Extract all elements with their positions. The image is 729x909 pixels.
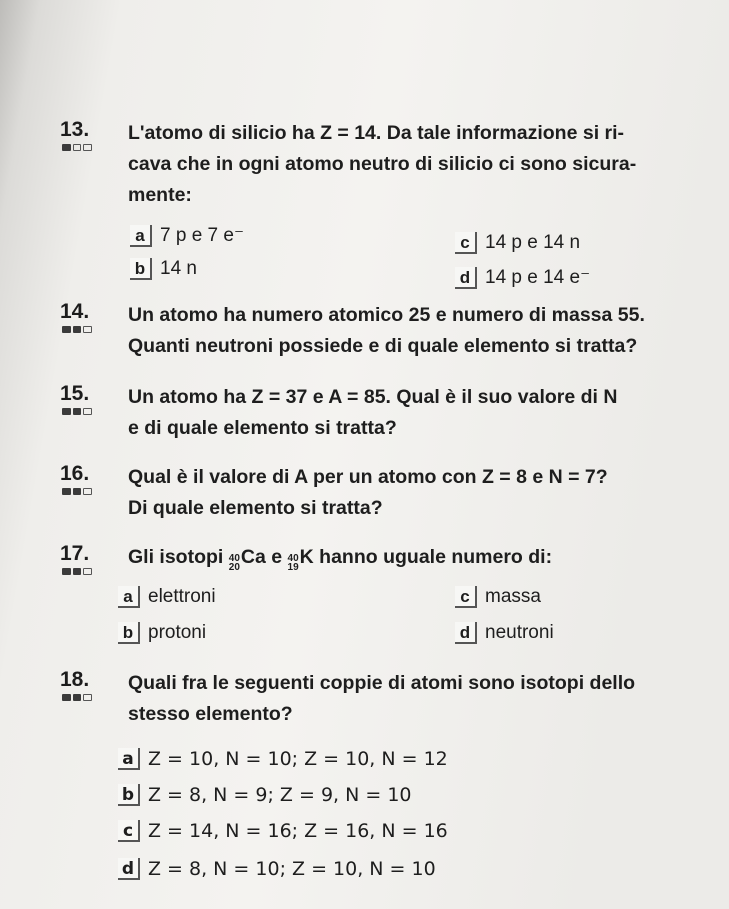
option-d[interactable]: d Z = 8, N = 10; Z = 10, N = 10 — [118, 858, 436, 880]
question-number: 14. — [60, 300, 90, 323]
option-a[interactable]: a Z = 10, N = 10; Z = 10, N = 12 — [118, 748, 448, 770]
option-a[interactable]: a 7 p e 7 e⁻ — [130, 224, 244, 247]
isotope-potassium: 40 19 K — [287, 546, 314, 573]
difficulty-marker — [62, 568, 92, 575]
question-number: 13. — [60, 118, 90, 141]
option-b[interactable]: b Z = 8, N = 9; Z = 9, N = 10 — [118, 784, 412, 806]
option-d[interactable]: d neutroni — [455, 622, 554, 644]
question-text: Un atomo ha Z = 37 e A = 85. Qual è il suo valore di N e di quale elemento si tratta? — [128, 386, 618, 439]
question-text: Quali fra le seguenti coppie di atomi sono isotopi dello stesso elemento? — [128, 672, 636, 725]
option-c[interactable]: c 14 p e 14 n — [455, 232, 580, 254]
option-b[interactable]: b 14 n — [130, 258, 197, 280]
question-text: L'atomo di silicio ha Z = 14. Da tale informazione si ri- cava che in ogni atomo neutro di silicio ci sono sicura- mente: — [128, 122, 637, 206]
question-number: 17. — [60, 542, 90, 565]
difficulty-marker — [62, 144, 92, 151]
option-c[interactable]: c massa — [455, 586, 541, 608]
question-text: Gli isotopi 40 20 Ca e 40 19 K hanno uguale numero di: — [128, 542, 715, 573]
question-number: 15. — [60, 382, 90, 405]
question-number: 18. — [60, 668, 90, 691]
difficulty-marker — [62, 326, 92, 333]
question-text: Qual è il valore di A per un atomo con Z = 8 e N = 7? Di quale elemento si tratta? — [128, 466, 608, 519]
difficulty-marker — [62, 488, 92, 495]
option-a[interactable]: a elettroni — [118, 586, 216, 608]
question-number: 16. — [60, 462, 90, 485]
isotope-calcium: 40 20 Ca — [228, 546, 266, 573]
option-d[interactable]: d 14 p e 14 e⁻ — [455, 266, 590, 289]
option-c[interactable]: c Z = 14, N = 16; Z = 16, N = 16 — [118, 820, 448, 842]
difficulty-marker — [62, 408, 92, 415]
option-b[interactable]: b protoni — [118, 622, 206, 644]
difficulty-marker — [62, 694, 92, 701]
question-text: Un atomo ha numero atomico 25 e numero di massa 55. Quanti neutroni possiede e di quale elemento si tratta? — [128, 304, 645, 357]
